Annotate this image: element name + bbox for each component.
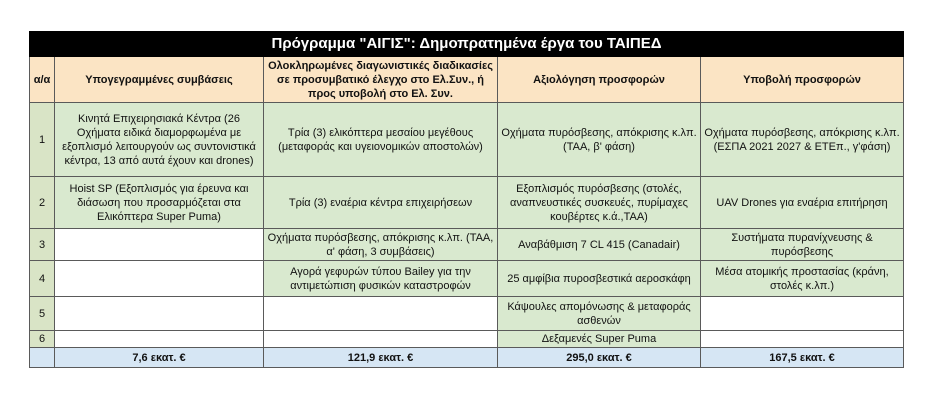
- cell-signed-contracts: [55, 297, 264, 331]
- cell-offer-evaluation: Αναβάθμιση 7 CL 415 (Canadair): [498, 229, 701, 261]
- cell-signed-contracts: [55, 229, 264, 261]
- total-offer-submission: 167,5 εκατ. €: [701, 348, 904, 368]
- table-title: Πρόγραμμα "ΑΙΓΙΣ": Δημοπρατημένα έργα του ΤΑΙΠΕΔ: [30, 32, 904, 57]
- cell-offer-evaluation: 25 αμφίβια πυροσβεστικά αεροσκάφη: [498, 261, 701, 297]
- row-number: 3: [30, 229, 55, 261]
- row-number: 2: [30, 177, 55, 229]
- header-signed-contracts: Υπογεγραμμένες συμβάσεις: [55, 57, 264, 103]
- cell-completed-tenders: [264, 331, 498, 348]
- cell-offer-evaluation: Εξοπλισμός πυρόσβεσης (στολές, αναπνευστικές συσκευές, πυρίμαχες κουβέρτες κ.ά.,ΤΑΑ): [498, 177, 701, 229]
- cell-offer-submission: Συστήματα πυρανίχνευσης & πυρόσβεσης: [701, 229, 904, 261]
- row-number: 6: [30, 331, 55, 348]
- table-row: [30, 177, 904, 229]
- header-completed-tenders: Ολοκληρωμένες διαγωνιστικές διαδικασίες σε προσυμβατικό έλεγχο στο Ελ.Συν., ή προς υποβολή στο Ελ. Συν.: [264, 57, 498, 103]
- row-number: 4: [30, 261, 55, 297]
- row-number: 1: [30, 103, 55, 177]
- cell-completed-tenders: Τρία (3) εναέρια κέντρα επιχειρήσεων: [264, 177, 498, 229]
- cell-offer-submission: [701, 297, 904, 331]
- cell-signed-contracts: [55, 261, 264, 297]
- row-number: 5: [30, 297, 55, 331]
- cell-completed-tenders: Οχήματα πυρόσβεσης, απόκρισης κ.λπ. (ΤΑΑ, α' φάση, 3 συμβάσεις): [264, 229, 498, 261]
- table-row: [30, 229, 904, 261]
- cell-offer-submission: UAV Drones για εναέρια επιτήρηση: [701, 177, 904, 229]
- cell-offer-submission: [701, 331, 904, 348]
- table-row: [30, 261, 904, 297]
- header-number: α/α: [30, 57, 55, 103]
- cell-offer-submission: Μέσα ατομικής προστασίας (κράνη, στολές κ.λπ.): [701, 261, 904, 297]
- total-completed-tenders: 121,9 εκατ. €: [264, 348, 498, 368]
- total-signed-contracts: 7,6 εκατ. €: [55, 348, 264, 368]
- header-row: [30, 57, 904, 103]
- cell-offer-submission: Οχήματα πυρόσβεσης, απόκρισης κ.λπ. (ΕΣΠΑ 2021 2027 & ΕΤΕπ., γ'φάση): [701, 103, 904, 177]
- cell-signed-contracts: Hoist SP (Εξοπλισμός για έρευνα και διάσωση που προσαρμόζεται στα Ελικόπτερα Super Puma): [55, 177, 264, 229]
- cell-offer-evaluation: Δεξαμενές Super Puma: [498, 331, 701, 348]
- totals-row: [30, 348, 904, 368]
- cell-offer-evaluation: Οχήματα πυρόσβεσης, απόκρισης κ.λπ. (ΤΑΑ, β' φάση): [498, 103, 701, 177]
- header-offer-evaluation: Αξιολόγηση προσφορών: [498, 57, 701, 103]
- cell-signed-contracts: [55, 331, 264, 348]
- cell-completed-tenders: Αγορά γεφυρών τύπου Bailey για την αντιμετώπιση φυσικών καταστροφών: [264, 261, 498, 297]
- table-row: [30, 331, 904, 348]
- cell-completed-tenders: Τρία (3) ελικόπτερα μεσαίου μεγέθους (μεταφοράς και υγειονομικών αποστολών): [264, 103, 498, 177]
- projects-table-container: [29, 31, 903, 368]
- total-offer-evaluation: 295,0 εκατ. €: [498, 348, 701, 368]
- cell-completed-tenders: [264, 297, 498, 331]
- cell-signed-contracts: Κινητά Επιχειρησιακά Κέντρα (26 Οχήματα ειδικά διαμορφωμένα με εξοπλισμό λειτουργούν ως συντονιστικά κέντρα, 13 από αυτά έχουν και drones): [55, 103, 264, 177]
- table-row: [30, 103, 904, 177]
- projects-table: [29, 31, 904, 368]
- header-offer-submission: Υποβολή προσφορών: [701, 57, 904, 103]
- table-row: [30, 297, 904, 331]
- totals-number: [30, 348, 55, 368]
- cell-offer-evaluation: Κάψουλες απομόνωσης & μεταφοράς ασθενών: [498, 297, 701, 331]
